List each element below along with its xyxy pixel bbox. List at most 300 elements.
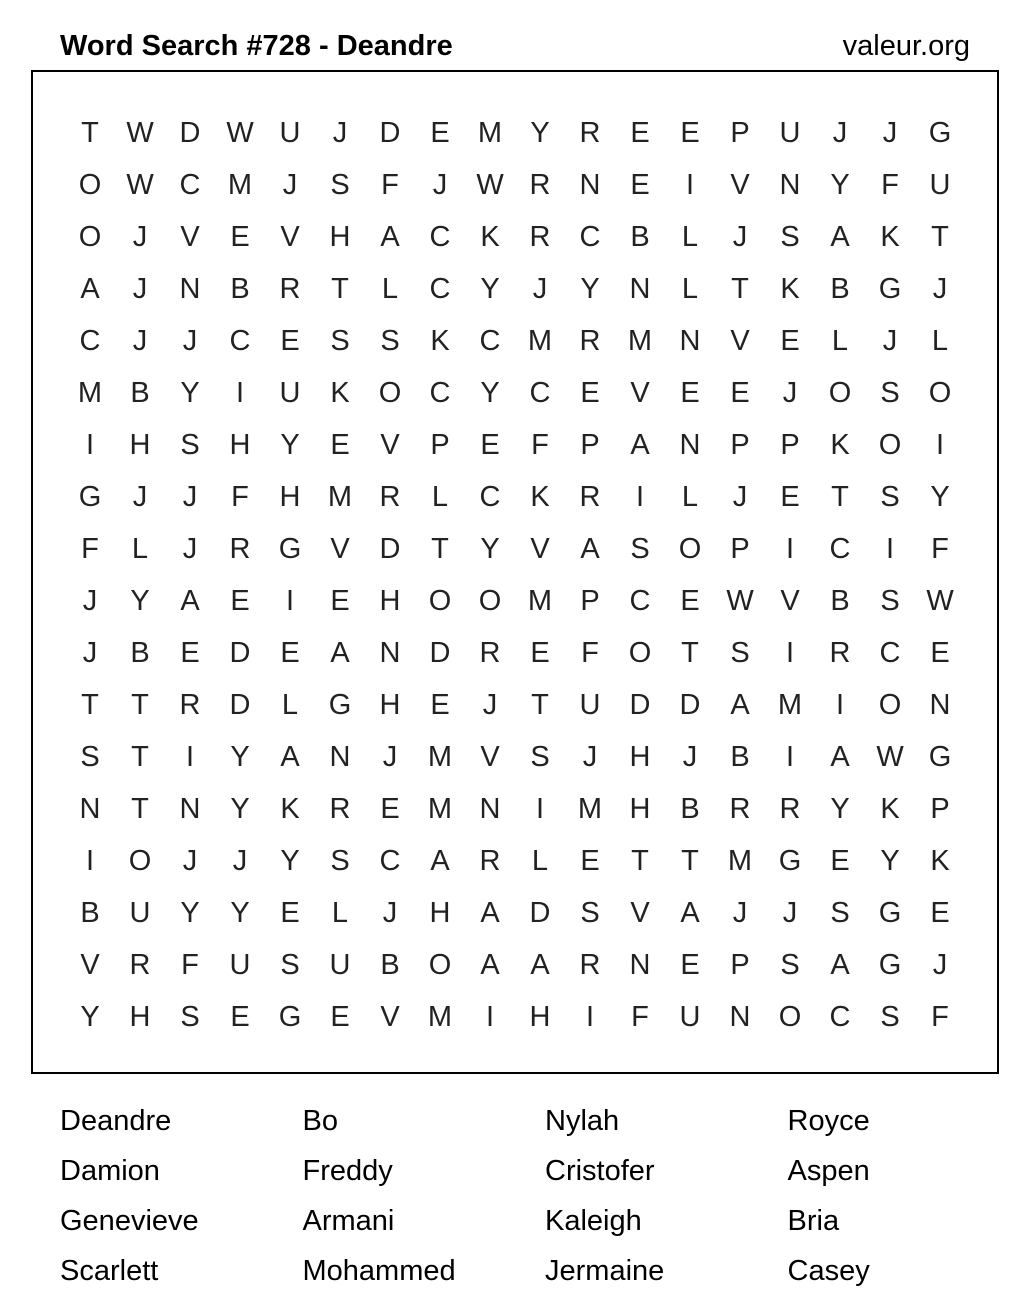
grid-letter[interactable]: N <box>679 428 701 461</box>
grid-letter[interactable]: H <box>129 1000 151 1033</box>
grid-letter[interactable]: H <box>229 428 251 461</box>
grid-letter[interactable]: A <box>530 948 550 981</box>
grid-letter[interactable]: S <box>80 740 100 773</box>
grid-letter[interactable]: E <box>230 584 250 617</box>
grid-letter[interactable]: J <box>132 220 148 253</box>
grid-letter[interactable]: V <box>280 220 300 253</box>
grid-letter[interactable]: P <box>730 948 750 981</box>
grid-letter[interactable]: B <box>380 948 400 981</box>
grid-letter[interactable]: H <box>629 740 651 773</box>
grid-letter[interactable]: S <box>580 896 600 929</box>
grid-letter[interactable]: L <box>331 896 349 929</box>
grid-letter[interactable]: D <box>529 896 551 929</box>
grid-letter[interactable]: E <box>680 948 700 981</box>
grid-letter[interactable]: O <box>428 948 452 981</box>
grid-letter[interactable]: J <box>182 532 198 565</box>
grid-letter[interactable]: N <box>179 792 201 825</box>
grid-letter[interactable]: C <box>579 220 601 253</box>
grid-letter[interactable]: B <box>680 792 700 825</box>
grid-letter[interactable]: E <box>630 168 650 201</box>
grid-letter[interactable]: G <box>328 688 352 721</box>
grid-letter[interactable]: E <box>330 584 350 617</box>
grid-letter[interactable]: H <box>379 584 401 617</box>
grid-letter[interactable]: J <box>382 896 398 929</box>
grid-letter[interactable]: J <box>382 740 398 773</box>
grid-letter[interactable]: O <box>828 376 852 409</box>
grid-letter[interactable]: A <box>330 636 350 669</box>
grid-letter[interactable]: M <box>627 324 653 357</box>
grid-letter[interactable]: R <box>729 792 751 825</box>
grid-letter[interactable]: K <box>880 220 900 253</box>
grid-letter[interactable]: R <box>279 272 301 305</box>
grid-letter[interactable]: F <box>81 532 99 565</box>
grid-letter[interactable]: C <box>379 844 401 877</box>
grid-letter[interactable]: I <box>635 480 645 513</box>
grid-letter[interactable]: T <box>131 740 149 773</box>
grid-letter[interactable]: A <box>630 428 650 461</box>
grid-letter[interactable]: U <box>579 688 601 721</box>
grid-letter[interactable]: N <box>179 272 201 305</box>
grid-letter[interactable]: M <box>77 376 103 409</box>
grid-letter[interactable]: Y <box>180 896 200 929</box>
grid-letter[interactable]: U <box>329 948 351 981</box>
grid-letter[interactable]: G <box>878 896 902 929</box>
grid-letter[interactable]: E <box>230 1000 250 1033</box>
grid-letter[interactable]: J <box>932 272 948 305</box>
grid-letter[interactable]: A <box>430 844 450 877</box>
grid-letter[interactable]: R <box>579 948 601 981</box>
grid-letter[interactable]: P <box>930 792 950 825</box>
grid-letter[interactable]: G <box>78 480 102 513</box>
grid-letter[interactable]: R <box>779 792 801 825</box>
grid-letter[interactable]: M <box>427 740 453 773</box>
grid-letter[interactable]: V <box>330 532 350 565</box>
grid-letter[interactable]: S <box>880 480 900 513</box>
grid-letter[interactable]: S <box>280 948 300 981</box>
grid-letter[interactable]: I <box>85 428 95 461</box>
grid-letter[interactable]: A <box>830 220 850 253</box>
grid-letter[interactable]: P <box>730 116 750 149</box>
grid-letter[interactable]: H <box>379 688 401 721</box>
grid-letter[interactable]: G <box>778 844 802 877</box>
grid-letter[interactable]: C <box>229 324 251 357</box>
grid-letter[interactable]: W <box>126 168 154 201</box>
grid-letter[interactable]: A <box>680 896 700 929</box>
grid-letter[interactable]: R <box>529 220 551 253</box>
grid-letter[interactable]: Y <box>130 584 150 617</box>
grid-letter[interactable]: T <box>331 272 349 305</box>
grid-letter[interactable]: D <box>429 636 451 669</box>
grid-letter[interactable]: R <box>529 168 551 201</box>
grid-letter[interactable]: V <box>530 532 550 565</box>
grid-letter[interactable]: R <box>179 688 201 721</box>
grid-letter[interactable]: D <box>629 688 651 721</box>
grid-letter[interactable]: O <box>478 584 502 617</box>
grid-letter[interactable]: E <box>480 428 500 461</box>
grid-letter[interactable]: L <box>431 480 449 513</box>
grid-letter[interactable]: Y <box>830 168 850 201</box>
grid-letter[interactable]: N <box>679 324 701 357</box>
grid-letter[interactable]: Y <box>230 792 250 825</box>
grid-letter[interactable]: G <box>878 272 902 305</box>
grid-letter[interactable]: P <box>430 428 450 461</box>
grid-letter[interactable]: F <box>881 168 899 201</box>
grid-letter[interactable]: Y <box>280 844 300 877</box>
grid-letter[interactable]: U <box>279 116 301 149</box>
grid-letter[interactable]: A <box>380 220 400 253</box>
grid-letter[interactable]: M <box>527 584 553 617</box>
grid-letter[interactable]: K <box>330 376 350 409</box>
grid-letter[interactable]: I <box>785 636 795 669</box>
grid-letter[interactable]: M <box>477 116 503 149</box>
grid-letter[interactable]: C <box>879 636 901 669</box>
grid-letter[interactable]: J <box>732 480 748 513</box>
grid-letter[interactable]: J <box>582 740 598 773</box>
grid-letter[interactable]: E <box>780 480 800 513</box>
grid-letter[interactable]: B <box>830 272 850 305</box>
grid-letter[interactable]: C <box>629 584 651 617</box>
grid-letter[interactable]: Y <box>280 428 300 461</box>
grid-letter[interactable]: J <box>182 480 198 513</box>
grid-letter[interactable]: R <box>379 480 401 513</box>
grid-letter[interactable]: J <box>732 220 748 253</box>
grid-letter[interactable]: N <box>579 168 601 201</box>
grid-letter[interactable]: E <box>330 1000 350 1033</box>
grid-letter[interactable]: N <box>79 792 101 825</box>
grid-letter[interactable]: O <box>878 688 902 721</box>
grid-letter[interactable]: M <box>727 844 753 877</box>
grid-letter[interactable]: S <box>330 324 350 357</box>
grid-letter[interactable]: K <box>780 272 800 305</box>
grid-letter[interactable]: S <box>780 948 800 981</box>
grid-letter[interactable]: C <box>79 324 101 357</box>
grid-letter[interactable]: H <box>129 428 151 461</box>
grid-letter[interactable]: K <box>930 844 950 877</box>
grid-letter[interactable]: C <box>429 376 451 409</box>
grid-letter[interactable]: A <box>480 896 500 929</box>
grid-letter[interactable]: G <box>278 1000 302 1033</box>
grid-letter[interactable]: E <box>530 636 550 669</box>
grid-letter[interactable]: J <box>882 324 898 357</box>
grid-letter[interactable]: M <box>777 688 803 721</box>
grid-letter[interactable]: U <box>779 116 801 149</box>
grid-letter[interactable]: Y <box>180 376 200 409</box>
grid-letter[interactable]: E <box>330 428 350 461</box>
grid-letter[interactable]: L <box>681 272 699 305</box>
grid-letter[interactable]: J <box>332 116 348 149</box>
grid-letter[interactable]: W <box>476 168 504 201</box>
grid-letter[interactable]: B <box>130 376 150 409</box>
grid-letter[interactable]: E <box>930 636 950 669</box>
grid-letter[interactable]: M <box>577 792 603 825</box>
grid-letter[interactable]: T <box>731 272 749 305</box>
grid-letter[interactable]: S <box>780 220 800 253</box>
grid-letter[interactable]: H <box>629 792 651 825</box>
grid-letter[interactable]: B <box>730 740 750 773</box>
grid-letter[interactable]: S <box>880 584 900 617</box>
grid-letter[interactable]: J <box>782 896 798 929</box>
grid-letter[interactable]: F <box>631 1000 649 1033</box>
grid-letter[interactable]: A <box>830 948 850 981</box>
grid-letter[interactable]: N <box>329 740 351 773</box>
grid-letter[interactable]: I <box>685 168 695 201</box>
grid-letter[interactable]: G <box>928 740 952 773</box>
grid-letter[interactable]: N <box>629 948 651 981</box>
grid-letter[interactable]: C <box>479 480 501 513</box>
grid-letter[interactable]: U <box>929 168 951 201</box>
grid-letter[interactable]: B <box>630 220 650 253</box>
grid-letter[interactable]: C <box>479 324 501 357</box>
grid-letter[interactable]: N <box>479 792 501 825</box>
grid-letter[interactable]: F <box>381 168 399 201</box>
grid-letter[interactable]: C <box>179 168 201 201</box>
grid-letter[interactable]: E <box>280 636 300 669</box>
grid-letter[interactable]: P <box>580 428 600 461</box>
grid-letter[interactable]: O <box>378 376 402 409</box>
grid-letter[interactable]: N <box>729 1000 751 1033</box>
grid-letter[interactable]: I <box>785 740 795 773</box>
grid-letter[interactable]: S <box>630 532 650 565</box>
grid-letter[interactable]: A <box>180 584 200 617</box>
grid-letter[interactable]: P <box>780 428 800 461</box>
grid-letter[interactable]: V <box>380 428 400 461</box>
grid-letter[interactable]: G <box>878 948 902 981</box>
grid-letter[interactable]: S <box>880 1000 900 1033</box>
grid-letter[interactable]: M <box>227 168 253 201</box>
grid-letter[interactable]: Y <box>830 792 850 825</box>
grid-letter[interactable]: I <box>285 584 295 617</box>
grid-letter[interactable]: K <box>830 428 850 461</box>
grid-letter[interactable]: L <box>531 844 549 877</box>
grid-letter[interactable]: T <box>131 792 149 825</box>
grid-letter[interactable]: I <box>185 740 195 773</box>
grid-letter[interactable]: D <box>229 636 251 669</box>
grid-letter[interactable]: T <box>681 844 699 877</box>
grid-letter[interactable]: J <box>132 272 148 305</box>
grid-letter[interactable]: F <box>231 480 249 513</box>
grid-letter[interactable]: E <box>680 584 700 617</box>
grid-letter[interactable]: E <box>380 792 400 825</box>
grid-letter[interactable]: I <box>885 532 895 565</box>
grid-letter[interactable]: C <box>529 376 551 409</box>
grid-letter[interactable]: S <box>530 740 550 773</box>
grid-letter[interactable]: C <box>429 220 451 253</box>
grid-letter[interactable]: E <box>180 636 200 669</box>
grid-letter[interactable]: K <box>430 324 450 357</box>
grid-letter[interactable]: J <box>932 948 948 981</box>
grid-letter[interactable]: S <box>330 168 350 201</box>
grid-letter[interactable]: A <box>80 272 100 305</box>
grid-letter[interactable]: J <box>82 636 98 669</box>
grid-letter[interactable]: Y <box>930 480 950 513</box>
grid-letter[interactable]: L <box>281 688 299 721</box>
grid-letter[interactable]: L <box>831 324 849 357</box>
grid-letter[interactable]: S <box>380 324 400 357</box>
grid-letter[interactable]: Y <box>230 896 250 929</box>
grid-letter[interactable]: E <box>580 376 600 409</box>
grid-letter[interactable]: E <box>430 116 450 149</box>
grid-letter[interactable]: V <box>80 948 100 981</box>
grid-letter[interactable]: V <box>780 584 800 617</box>
grid-letter[interactable]: G <box>928 116 952 149</box>
grid-letter[interactable]: I <box>835 688 845 721</box>
grid-letter[interactable]: R <box>129 948 151 981</box>
grid-letter[interactable]: F <box>581 636 599 669</box>
grid-letter[interactable]: R <box>329 792 351 825</box>
grid-letter[interactable]: D <box>379 116 401 149</box>
grid-letter[interactable]: E <box>430 688 450 721</box>
grid-letter[interactable]: O <box>78 168 102 201</box>
grid-letter[interactable]: F <box>931 1000 949 1033</box>
grid-letter[interactable]: Y <box>80 1000 100 1033</box>
grid-letter[interactable]: T <box>831 480 849 513</box>
grid-letter[interactable]: E <box>680 116 700 149</box>
grid-letter[interactable]: J <box>82 584 98 617</box>
grid-letter[interactable]: D <box>229 688 251 721</box>
grid-letter[interactable]: L <box>131 532 149 565</box>
grid-letter[interactable]: T <box>431 532 449 565</box>
grid-letter[interactable]: J <box>832 116 848 149</box>
grid-letter[interactable]: O <box>78 220 102 253</box>
grid-letter[interactable]: J <box>132 480 148 513</box>
grid-letter[interactable]: C <box>429 272 451 305</box>
grid-letter[interactable]: V <box>480 740 500 773</box>
grid-letter[interactable]: T <box>81 688 99 721</box>
grid-letter[interactable]: I <box>785 532 795 565</box>
grid-letter[interactable]: J <box>782 376 798 409</box>
grid-letter[interactable]: P <box>730 532 750 565</box>
grid-letter[interactable]: J <box>532 272 548 305</box>
grid-letter[interactable]: U <box>129 896 151 929</box>
grid-letter[interactable]: J <box>182 324 198 357</box>
grid-letter[interactable]: P <box>580 584 600 617</box>
grid-letter[interactable]: I <box>535 792 545 825</box>
grid-letter[interactable]: D <box>379 532 401 565</box>
grid-letter[interactable]: J <box>432 168 448 201</box>
grid-letter[interactable]: H <box>529 1000 551 1033</box>
grid-letter[interactable]: Y <box>480 532 500 565</box>
grid-letter[interactable]: I <box>935 428 945 461</box>
grid-letter[interactable]: A <box>830 740 850 773</box>
grid-letter[interactable]: E <box>630 116 650 149</box>
grid-letter[interactable]: R <box>579 116 601 149</box>
grid-letter[interactable]: J <box>482 688 498 721</box>
grid-letter[interactable]: V <box>630 376 650 409</box>
grid-letter[interactable]: R <box>479 844 501 877</box>
grid-letter[interactable]: F <box>181 948 199 981</box>
grid-letter[interactable]: R <box>479 636 501 669</box>
grid-letter[interactable]: O <box>878 428 902 461</box>
grid-letter[interactable]: E <box>730 376 750 409</box>
grid-letter[interactable]: O <box>128 844 152 877</box>
grid-letter[interactable]: R <box>229 532 251 565</box>
grid-letter[interactable]: R <box>579 480 601 513</box>
grid-letter[interactable]: T <box>631 844 649 877</box>
grid-letter[interactable]: R <box>579 324 601 357</box>
grid-letter[interactable]: Y <box>580 272 600 305</box>
grid-letter[interactable]: J <box>732 896 748 929</box>
grid-letter[interactable]: E <box>280 896 300 929</box>
grid-letter[interactable]: T <box>931 220 949 253</box>
grid-letter[interactable]: O <box>928 376 952 409</box>
grid-letter[interactable]: A <box>580 532 600 565</box>
grid-letter[interactable]: C <box>829 532 851 565</box>
grid-letter[interactable]: V <box>730 324 750 357</box>
grid-letter[interactable]: E <box>580 844 600 877</box>
grid-letter[interactable]: W <box>726 584 754 617</box>
grid-letter[interactable]: L <box>681 220 699 253</box>
grid-letter[interactable]: U <box>279 376 301 409</box>
grid-letter[interactable]: Y <box>530 116 550 149</box>
grid-letter[interactable]: C <box>829 1000 851 1033</box>
grid-letter[interactable]: J <box>282 168 298 201</box>
grid-letter[interactable]: V <box>730 168 750 201</box>
grid-letter[interactable]: J <box>132 324 148 357</box>
grid-letter[interactable]: T <box>131 688 149 721</box>
grid-letter[interactable]: V <box>180 220 200 253</box>
grid-letter[interactable]: E <box>280 324 300 357</box>
grid-letter[interactable]: T <box>681 636 699 669</box>
grid-letter[interactable]: Y <box>880 844 900 877</box>
grid-letter[interactable]: K <box>880 792 900 825</box>
grid-letter[interactable]: W <box>126 116 154 149</box>
grid-letter[interactable]: B <box>230 272 250 305</box>
grid-letter[interactable]: E <box>230 220 250 253</box>
grid-letter[interactable]: J <box>682 740 698 773</box>
grid-letter[interactable]: I <box>235 376 245 409</box>
grid-letter[interactable]: E <box>930 896 950 929</box>
grid-letter[interactable]: Y <box>480 376 500 409</box>
grid-letter[interactable]: Y <box>480 272 500 305</box>
grid-letter[interactable]: A <box>280 740 300 773</box>
grid-letter[interactable]: S <box>880 376 900 409</box>
grid-letter[interactable]: O <box>628 636 652 669</box>
grid-letter[interactable]: I <box>485 1000 495 1033</box>
grid-letter[interactable]: L <box>381 272 399 305</box>
grid-letter[interactable]: B <box>80 896 100 929</box>
grid-letter[interactable]: E <box>830 844 850 877</box>
grid-letter[interactable]: I <box>585 1000 595 1033</box>
grid-letter[interactable]: F <box>531 428 549 461</box>
grid-letter[interactable]: A <box>730 688 750 721</box>
grid-letter[interactable]: M <box>327 480 353 513</box>
grid-letter[interactable]: M <box>427 1000 453 1033</box>
grid-letter[interactable]: N <box>779 168 801 201</box>
grid-letter[interactable]: Y <box>230 740 250 773</box>
grid-letter[interactable]: I <box>85 844 95 877</box>
grid-letter[interactable]: E <box>780 324 800 357</box>
grid-letter[interactable]: H <box>329 220 351 253</box>
grid-letter[interactable]: K <box>280 792 300 825</box>
grid-letter[interactable]: U <box>229 948 251 981</box>
grid-letter[interactable]: V <box>630 896 650 929</box>
grid-letter[interactable]: L <box>931 324 949 357</box>
grid-letter[interactable]: W <box>926 584 954 617</box>
grid-letter[interactable]: F <box>931 532 949 565</box>
grid-letter[interactable]: W <box>226 116 254 149</box>
grid-letter[interactable]: S <box>730 636 750 669</box>
grid-letter[interactable]: M <box>427 792 453 825</box>
grid-letter[interactable]: P <box>730 428 750 461</box>
grid-letter[interactable]: N <box>629 272 651 305</box>
grid-letter[interactable]: G <box>278 532 302 565</box>
grid-letter[interactable]: K <box>480 220 500 253</box>
grid-letter[interactable]: L <box>681 480 699 513</box>
grid-letter[interactable]: K <box>530 480 550 513</box>
grid-letter[interactable]: T <box>531 688 549 721</box>
grid-letter[interactable]: R <box>829 636 851 669</box>
grid-letter[interactable]: V <box>380 1000 400 1033</box>
